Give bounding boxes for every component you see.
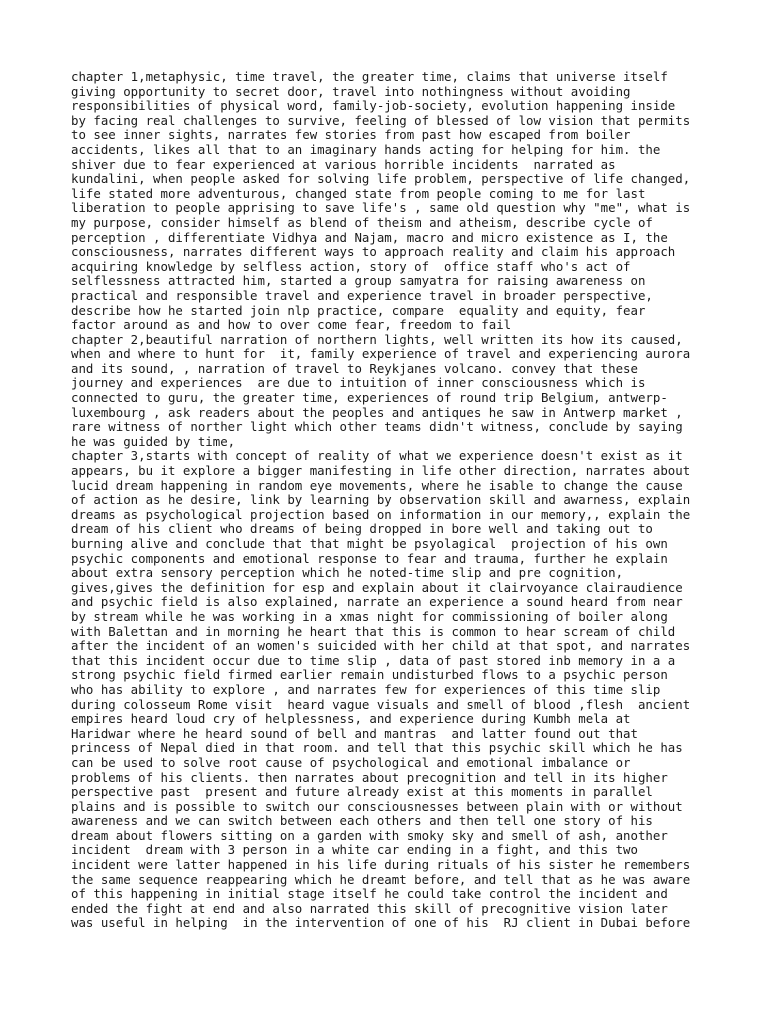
text-line: rare witness of norther light which other teams didn't witness, conclude by saying (71, 419, 683, 435)
text-line: perspective past present and future already exist at this moments in parallel (71, 784, 653, 800)
text-line: to see inner sights, narrates few stories from past how escaped from boiler (71, 127, 631, 143)
text-line: my purpose, consider himself as blend of theism and atheism, describe cycle of (71, 214, 653, 230)
text-line: the same sequence reappearing which he dreamt before, and tell that as he was aware (71, 871, 691, 887)
text-line: strong psychic field firmed earlier remain undisturbed flows to a psychic person (71, 667, 668, 683)
text-line: chapter 3,starts with concept of reality of what we experience doesn't exist as it (71, 448, 683, 464)
text-line: psychic components and emotional response to fear and trauma, further he explain (71, 550, 668, 566)
text-line: awareness and we can switch between each others and then tell one story of his (71, 813, 653, 829)
text-line: and its sound, , narration of travel to Reykjanes volcano. convey that these (71, 360, 638, 376)
text-line: plains and is possible to switch our consciousnesses between plain with or without (71, 798, 683, 814)
text-line: problems of his clients. then narrates about precognition and tell in its higher (71, 769, 668, 785)
text-line: journey and experiences are due to intuition of inner consciousness which is (71, 375, 646, 391)
text-line: appears, bu it explore a bigger manifesting in life other direction, narrates about (71, 463, 691, 479)
text-line: that this incident occur due to time slip , data of past stored inb memory in a a (71, 652, 676, 668)
text-line: perception , differentiate Vidhya and Najam, macro and micro existence as I, the (71, 229, 668, 245)
text-line: and psychic field is also explained, narrate an experience a sound heard from near (71, 594, 683, 610)
text-line: he was guided by time, (71, 433, 236, 449)
text-line: liberation to people apprising to save life's , same old question why "me", what is (71, 200, 691, 216)
text-line: who has ability to explore , and narrates few for experiences of this time slip (71, 681, 661, 697)
text-line: after the incident of an women's suicided with her child at that spot, and narrates (71, 638, 691, 654)
text-line: about extra sensory perception which he noted-time slip and pre cognition, (71, 565, 624, 581)
text-line: during colosseum Rome visit heard vague visuals and smell of blood ,flesh ancient (71, 696, 691, 712)
text-line: lucid dream happening in random eye movements, where he isable to change the cause (71, 477, 683, 493)
text-line: burning alive and conclude that that might be psyolagical projection of his own (71, 536, 668, 551)
text-line: describe how he started join nlp practice, compare equality and equity, fear (71, 302, 646, 318)
text-line: with Balettan and in morning he heart that this is common to hear scream of child (71, 623, 676, 639)
text-line: incident dream with 3 person in a white car ending in a fight, and this two (71, 842, 638, 858)
text-line: empires heard loud cry of helplessness, and experience during Kumbh mela at (71, 711, 631, 727)
text-line: accidents, likes all that to an imaginary hands acting for helping for him. the (71, 141, 661, 157)
text-line: by facing real challenges to survive, feeling of blessed of low vision that permits (71, 112, 691, 128)
text-line: responsibilities of physical word, family-job-society, evolution happening inside (71, 98, 676, 114)
text-line: selflessness attracted him, started a group samyatra for raising awareness on (71, 273, 646, 289)
document-body-text (71, 70, 711, 931)
text-line: by stream while he was working in a xmas night for commissioning of boiler along (71, 608, 668, 624)
text-line: Haridwar where he heard sound of bell and mantras and latter found out that (71, 725, 638, 741)
text-line: connected to guru, the greater time, experiences of round trip Belgium, antwerp- (71, 390, 668, 406)
text-line: life stated more adventurous, changed state from people coming to me for last (71, 185, 646, 201)
text-line: chapter 1,metaphysic, time travel, the greater time, claims that universe itself (71, 69, 668, 84)
text-line: kundalini, when people asked for solving life problem, perspective of life changed, (71, 171, 691, 187)
text-line: dream of his client who dreams of being dropped in bore well and taking out to (71, 521, 653, 537)
text-line: princess of Nepal died in that room. and tell that this psychic skill which he has (71, 740, 683, 756)
text-line: shiver due to fear experienced at various horrible incidents narrated as (71, 156, 616, 172)
text-line: of action as he desire, link by learning by observation skill and awarness, explain (71, 492, 691, 508)
text-line: consciousness, narrates different ways to approach reality and claim his approach (71, 244, 676, 260)
text-line: factor around as and how to over come fear, freedom to fail (71, 317, 512, 333)
text-line: of this happening in initial stage itself he could take control the incident and (71, 886, 668, 902)
text-line: practical and responsible travel and experience travel in broader perspective, (71, 287, 653, 303)
text-line: chapter 2,beautiful narration of northern lights, well written its how its caused, (71, 331, 683, 347)
text-line: acquiring knowledge by selfless action, story of office staff who's act of (71, 258, 631, 274)
text-line: incident were latter happened in his life during rituals of his sister he remembers (71, 857, 691, 873)
text-line: ended the fight at end and also narrated this skill of precognitive vision later (71, 900, 668, 916)
text-line: dreams as psychological projection based on information in our memory,, explain the (71, 506, 691, 522)
text-line: gives,gives the definition for esp and explain about it clairvoyance clairaudience (71, 579, 683, 595)
text-line: was useful in helping in the intervention of one of his RJ client in Dubai before (71, 915, 691, 931)
text-line: luxembourg , ask readers about the peoples and antiques he saw in Antwerp market , (71, 404, 683, 420)
text-line: giving opportunity to secret door, travel into nothingness without avoiding (71, 83, 631, 99)
text-line: can be used to solve root cause of psychological and emotional imbalance or (71, 754, 631, 770)
text-line: when and where to hunt for it, family experience of travel and experiencing aurora (71, 346, 691, 362)
text-line: dream about flowers sitting on a garden with smoky sky and smell of ash, another (71, 827, 668, 843)
